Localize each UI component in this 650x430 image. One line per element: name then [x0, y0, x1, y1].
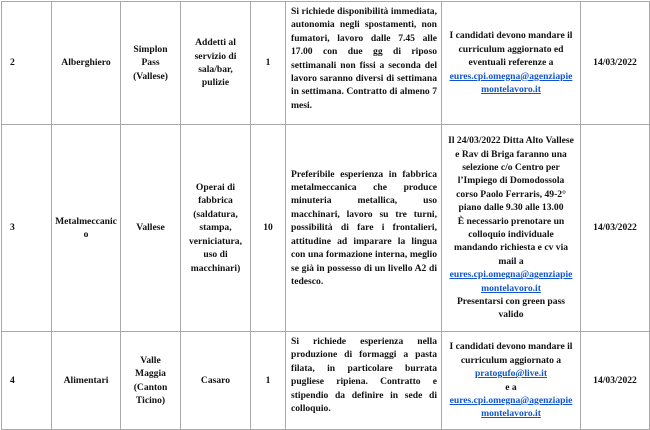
description-cell — [286, 332, 442, 430]
location-cell: Simplon Pass (Vallese) — [121, 2, 181, 125]
role-cell: Operai di fabbrica (saldatura, stampa, verniciatura, uso di macchinari) — [181, 125, 251, 332]
role-cell: Casaro — [181, 332, 251, 430]
positions-cell: 10 — [251, 125, 286, 332]
email-link[interactable]: eures.cpi.omegna@agenziapiemontelavoro.it — [449, 70, 573, 96]
row-number: 2 — [2, 2, 52, 125]
contact-text: I candidati devono mandare il curriculum aggiornato ed eventuali referenze a — [449, 30, 573, 69]
row-number: 4 — [2, 332, 52, 430]
sector-cell: Metalmeccanico — [52, 125, 121, 332]
description-text: Si richiede disponibilità immediata, autonomia negli spostamenti, non fumatori, lavoro dalle 7.45 alle 17.00 con due gg di riposo settimanali non fissi a seconda del lavoro saranno diversi di settimana in settimana. Contratto di almeno 7 mesi. — [291, 6, 437, 111]
contact-text: I candidati devono mandare il curriculum aggiornato a — [449, 341, 573, 366]
description-text: Si richiede esperienza nella produzione di formaggi a pasta filata, in particolare burrata pugliese ripiena. Contratto e stipendio da definire in sede di colloquio. — [291, 336, 437, 415]
description-text: Preferibile esperienza in fabbrica metalmeccanica che produce minuteria metallica, uso macchinari, lavoro su tre turni, possibilità di fare i frontalieri, attitudine ad imparare la lingua con una formazione interna, meglio se già in possesso di un livello A2 di tedesco. — [291, 168, 437, 287]
date-cell: 14/03/2022 — [581, 332, 650, 430]
table-row — [2, 125, 650, 332]
contact-cell — [442, 125, 581, 332]
date-cell: 14/03/2022 — [581, 2, 650, 125]
description-cell — [286, 125, 442, 332]
table-row — [2, 2, 650, 125]
sector-cell: Alimentari — [52, 332, 121, 430]
positions-cell: 1 — [251, 332, 286, 430]
date-cell: 14/03/2022 — [581, 125, 650, 332]
location-cell: Valle Maggia (Canton Ticino) — [121, 332, 181, 430]
email-link-eures[interactable]: eures.cpi.omegna@agenziapiemontelavoro.it — [449, 394, 573, 420]
email-link[interactable]: eures.cpi.omegna@agenziapiemontelavoro.it — [449, 269, 573, 294]
positions-cell: 1 — [251, 2, 286, 125]
green-pass-note: Presentarsi con green pass valido — [456, 296, 566, 321]
connector-text: e a — [505, 381, 517, 393]
contact-cell — [442, 332, 581, 430]
selection-event-text: Il 24/03/2022 Ditta Alto Vallese e Rav di Briga faranno una selezione c/o Centro per l’Impiego di Domodossola corso Paolo Ferraris, 49-2° piano dalle 9.30 alle 13.00 — [448, 135, 574, 214]
email-link-pratogufo[interactable]: pratogufo@live.it — [474, 368, 548, 380]
row-number: 3 — [2, 125, 52, 332]
role-cell: Addetti al servizio di sala/bar, pulizie — [181, 2, 251, 125]
sector-cell: Alberghiero — [52, 2, 121, 125]
location-cell: Vallese — [121, 125, 181, 332]
description-cell — [286, 2, 442, 125]
booking-instructions-text: È necessario prenotare un colloquio individuale mandando richiesta e cv via mail a — [453, 215, 569, 267]
table-row — [2, 332, 650, 430]
contact-cell — [442, 2, 581, 125]
job-offers-table — [1, 1, 650, 430]
